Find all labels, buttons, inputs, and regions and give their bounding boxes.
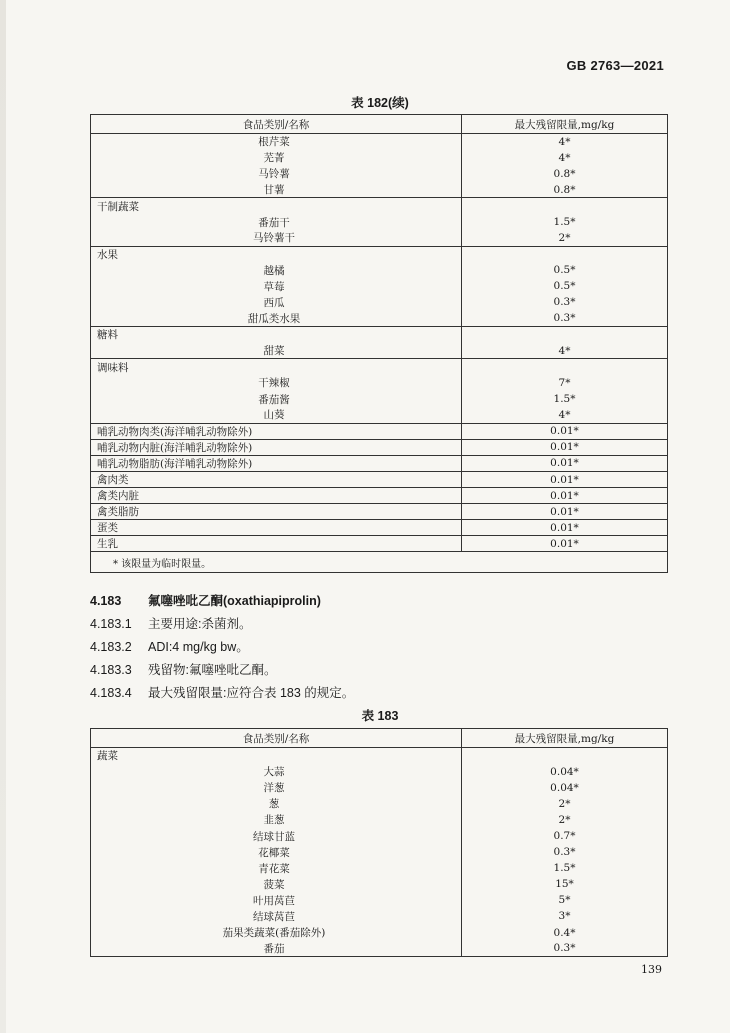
mrl-value: 4* <box>462 150 668 166</box>
food-name: 马铃薯干 <box>253 232 295 245</box>
table-note-row <box>91 552 668 573</box>
table-row <box>91 327 668 343</box>
food-name: 西瓜 <box>263 296 285 309</box>
table-row <box>91 780 668 796</box>
mrl-value: 2* <box>462 812 668 828</box>
food-name: 甜菜 <box>263 345 285 358</box>
food-category: 哺乳动物脂肪(海洋哺乳动物除外) <box>91 455 462 471</box>
mrl-value: 15* <box>462 876 668 892</box>
food-name: 青花菜 <box>258 862 290 875</box>
mrl-value: 0.01* <box>462 488 668 504</box>
table-row <box>91 391 668 407</box>
table-row <box>91 796 668 812</box>
food-name: 番茄酱 <box>258 393 290 406</box>
mrl-value: 4* <box>462 343 668 359</box>
mrl-value: 2* <box>462 796 668 812</box>
table-row <box>91 536 668 552</box>
mrl-value: 0.3* <box>462 941 668 957</box>
food-name: 茄果类蔬菜(番茄除外) <box>222 927 326 940</box>
food-name: 结球莴苣 <box>253 910 295 923</box>
table-row <box>91 359 668 375</box>
table-row <box>91 488 668 504</box>
mrl-value: 0.01* <box>462 471 668 487</box>
food-category: 调味料 <box>91 359 462 375</box>
section-heading <box>90 591 321 609</box>
food-name: 花椰菜 <box>258 846 290 859</box>
item-number: 4.183.2 <box>90 640 132 654</box>
table-row <box>91 812 668 828</box>
table-182-caption: 表 182(续) <box>351 96 409 110</box>
table-row <box>91 908 668 924</box>
table-row <box>91 892 668 908</box>
table-row <box>91 214 668 230</box>
table-row <box>91 198 668 214</box>
food-category: 禽肉类 <box>91 471 462 487</box>
table-row <box>91 828 668 844</box>
food-category: 水果 <box>91 246 462 262</box>
column-header-food: 食品类别/名称 <box>91 729 462 748</box>
mrl-value: 0.5* <box>462 262 668 278</box>
mrl-value: 0.8* <box>462 182 668 198</box>
mrl-value: 0.4* <box>462 925 668 941</box>
mrl-value: 0.01* <box>462 520 668 536</box>
mrl-value: 1.5* <box>462 214 668 230</box>
item-number: 4.183.4 <box>90 686 132 700</box>
mrl-value <box>462 327 668 343</box>
table-row <box>91 764 668 780</box>
table-182-body <box>91 134 668 552</box>
section-item <box>90 614 251 632</box>
table-row <box>91 230 668 246</box>
food-category: 生乳 <box>91 536 462 552</box>
section-title: 氟噻唑吡乙酮(oxathiapiprolin) <box>148 594 321 608</box>
table-row <box>91 166 668 182</box>
mrl-value: 1.5* <box>462 860 668 876</box>
mrl-value <box>462 246 668 262</box>
table-183-body <box>91 748 668 957</box>
mrl-value: 0.8* <box>462 166 668 182</box>
mrl-value: 4* <box>462 134 668 150</box>
table-182 <box>90 114 668 573</box>
mrl-value: 0.3* <box>462 294 668 310</box>
table-183 <box>90 728 668 957</box>
mrl-value: 0.04* <box>462 780 668 796</box>
table-row <box>91 439 668 455</box>
mrl-value: 0.3* <box>462 844 668 860</box>
food-name: 甜瓜类水果 <box>247 312 301 325</box>
section-number: 4.183 <box>90 594 122 608</box>
column-header-food: 食品类别/名称 <box>91 115 462 134</box>
item-text: ADI:4 mg/kg bw。 <box>148 640 249 654</box>
food-category: 禽类脂肪 <box>91 504 462 520</box>
mrl-value <box>462 359 668 375</box>
item-text: 残留物:氟噻唑吡乙酮。 <box>148 663 277 677</box>
table-row <box>91 748 668 764</box>
mrl-value: 3* <box>462 908 668 924</box>
food-name: 番茄 <box>91 941 462 957</box>
mrl-value: 5* <box>462 892 668 908</box>
mrl-value: 1.5* <box>462 391 668 407</box>
mrl-value <box>462 748 668 764</box>
table-row <box>91 471 668 487</box>
table-row <box>91 311 668 327</box>
food-category: 蛋类 <box>91 520 462 536</box>
food-name: 干辣椒 <box>258 377 290 390</box>
food-name: 结球甘蓝 <box>253 830 295 843</box>
food-name: 甘薯 <box>263 184 285 197</box>
table-row <box>91 455 668 471</box>
table-row <box>91 375 668 391</box>
table-row <box>91 150 668 166</box>
table-row <box>91 844 668 860</box>
food-name: 叶用莴苣 <box>253 894 295 907</box>
standard-code: GB 2763—2021 <box>566 58 664 73</box>
item-text: 主要用途:杀菌剂。 <box>148 617 252 631</box>
section-item <box>90 683 354 701</box>
food-category: 哺乳动物内脏(海洋哺乳动物除外) <box>91 439 462 455</box>
mrl-value: 0.3* <box>462 311 668 327</box>
mrl-value: 7* <box>462 375 668 391</box>
mrl-value: 0.7* <box>462 828 668 844</box>
table-row <box>91 925 668 941</box>
table-row <box>91 182 668 198</box>
table-183-caption: 表 183 <box>361 709 399 723</box>
food-name: 山葵 <box>263 409 285 422</box>
mrl-value: 0.01* <box>462 504 668 520</box>
mrl-value: 2* <box>462 230 668 246</box>
food-category: 糖料 <box>91 327 462 343</box>
item-text: 最大残留限量:应符合表 183 的规定。 <box>148 686 355 700</box>
table-row <box>91 423 668 439</box>
table-row <box>91 134 668 150</box>
food-name: 韭葱 <box>263 814 285 827</box>
food-name: 葱 <box>268 798 280 811</box>
table-row <box>91 941 668 957</box>
item-number: 4.183.3 <box>90 663 132 677</box>
table-row <box>91 294 668 310</box>
food-name: 越橘 <box>263 264 285 277</box>
food-category: 干制蔬菜 <box>91 198 462 214</box>
mrl-value: 0.01* <box>462 455 668 471</box>
table-row <box>91 520 668 536</box>
section-item <box>90 660 276 678</box>
section-item <box>90 637 249 655</box>
table-row <box>91 343 668 359</box>
table-row <box>91 262 668 278</box>
mrl-value: 0.01* <box>462 423 668 439</box>
table-row <box>91 504 668 520</box>
page-number: 139 <box>641 963 662 976</box>
table-row <box>91 876 668 892</box>
mrl-value: 0.01* <box>462 536 668 552</box>
food-name: 菠菜 <box>263 878 285 891</box>
mrl-value: 0.04* <box>462 764 668 780</box>
food-name: 根芹菜 <box>91 134 462 150</box>
page-edge <box>0 0 6 1033</box>
table-row <box>91 246 668 262</box>
mrl-value: 0.01* <box>462 439 668 455</box>
mrl-value: 4* <box>462 407 668 423</box>
column-header-mrl: 最大残留限量,mg/kg <box>462 115 668 134</box>
food-name: 番茄干 <box>258 216 290 229</box>
food-category: 蔬菜 <box>91 748 462 764</box>
food-name: 草莓 <box>263 280 285 293</box>
mrl-value: 0.5* <box>462 278 668 294</box>
food-category: 禽类内脏 <box>91 488 462 504</box>
table-row <box>91 860 668 876</box>
item-number: 4.183.1 <box>90 617 132 631</box>
food-name: 大蒜 <box>263 766 285 779</box>
food-name: 洋葱 <box>263 782 285 795</box>
food-category: 哺乳动物肉类(海洋哺乳动物除外) <box>91 423 462 439</box>
table-row <box>91 278 668 294</box>
column-header-mrl: 最大残留限量,mg/kg <box>462 729 668 748</box>
food-name: 马铃薯 <box>258 168 290 181</box>
table-note: * 该限量为临时限量。 <box>91 552 668 573</box>
food-name: 芜菁 <box>263 152 285 165</box>
mrl-value <box>462 198 668 214</box>
table-row <box>91 407 668 423</box>
